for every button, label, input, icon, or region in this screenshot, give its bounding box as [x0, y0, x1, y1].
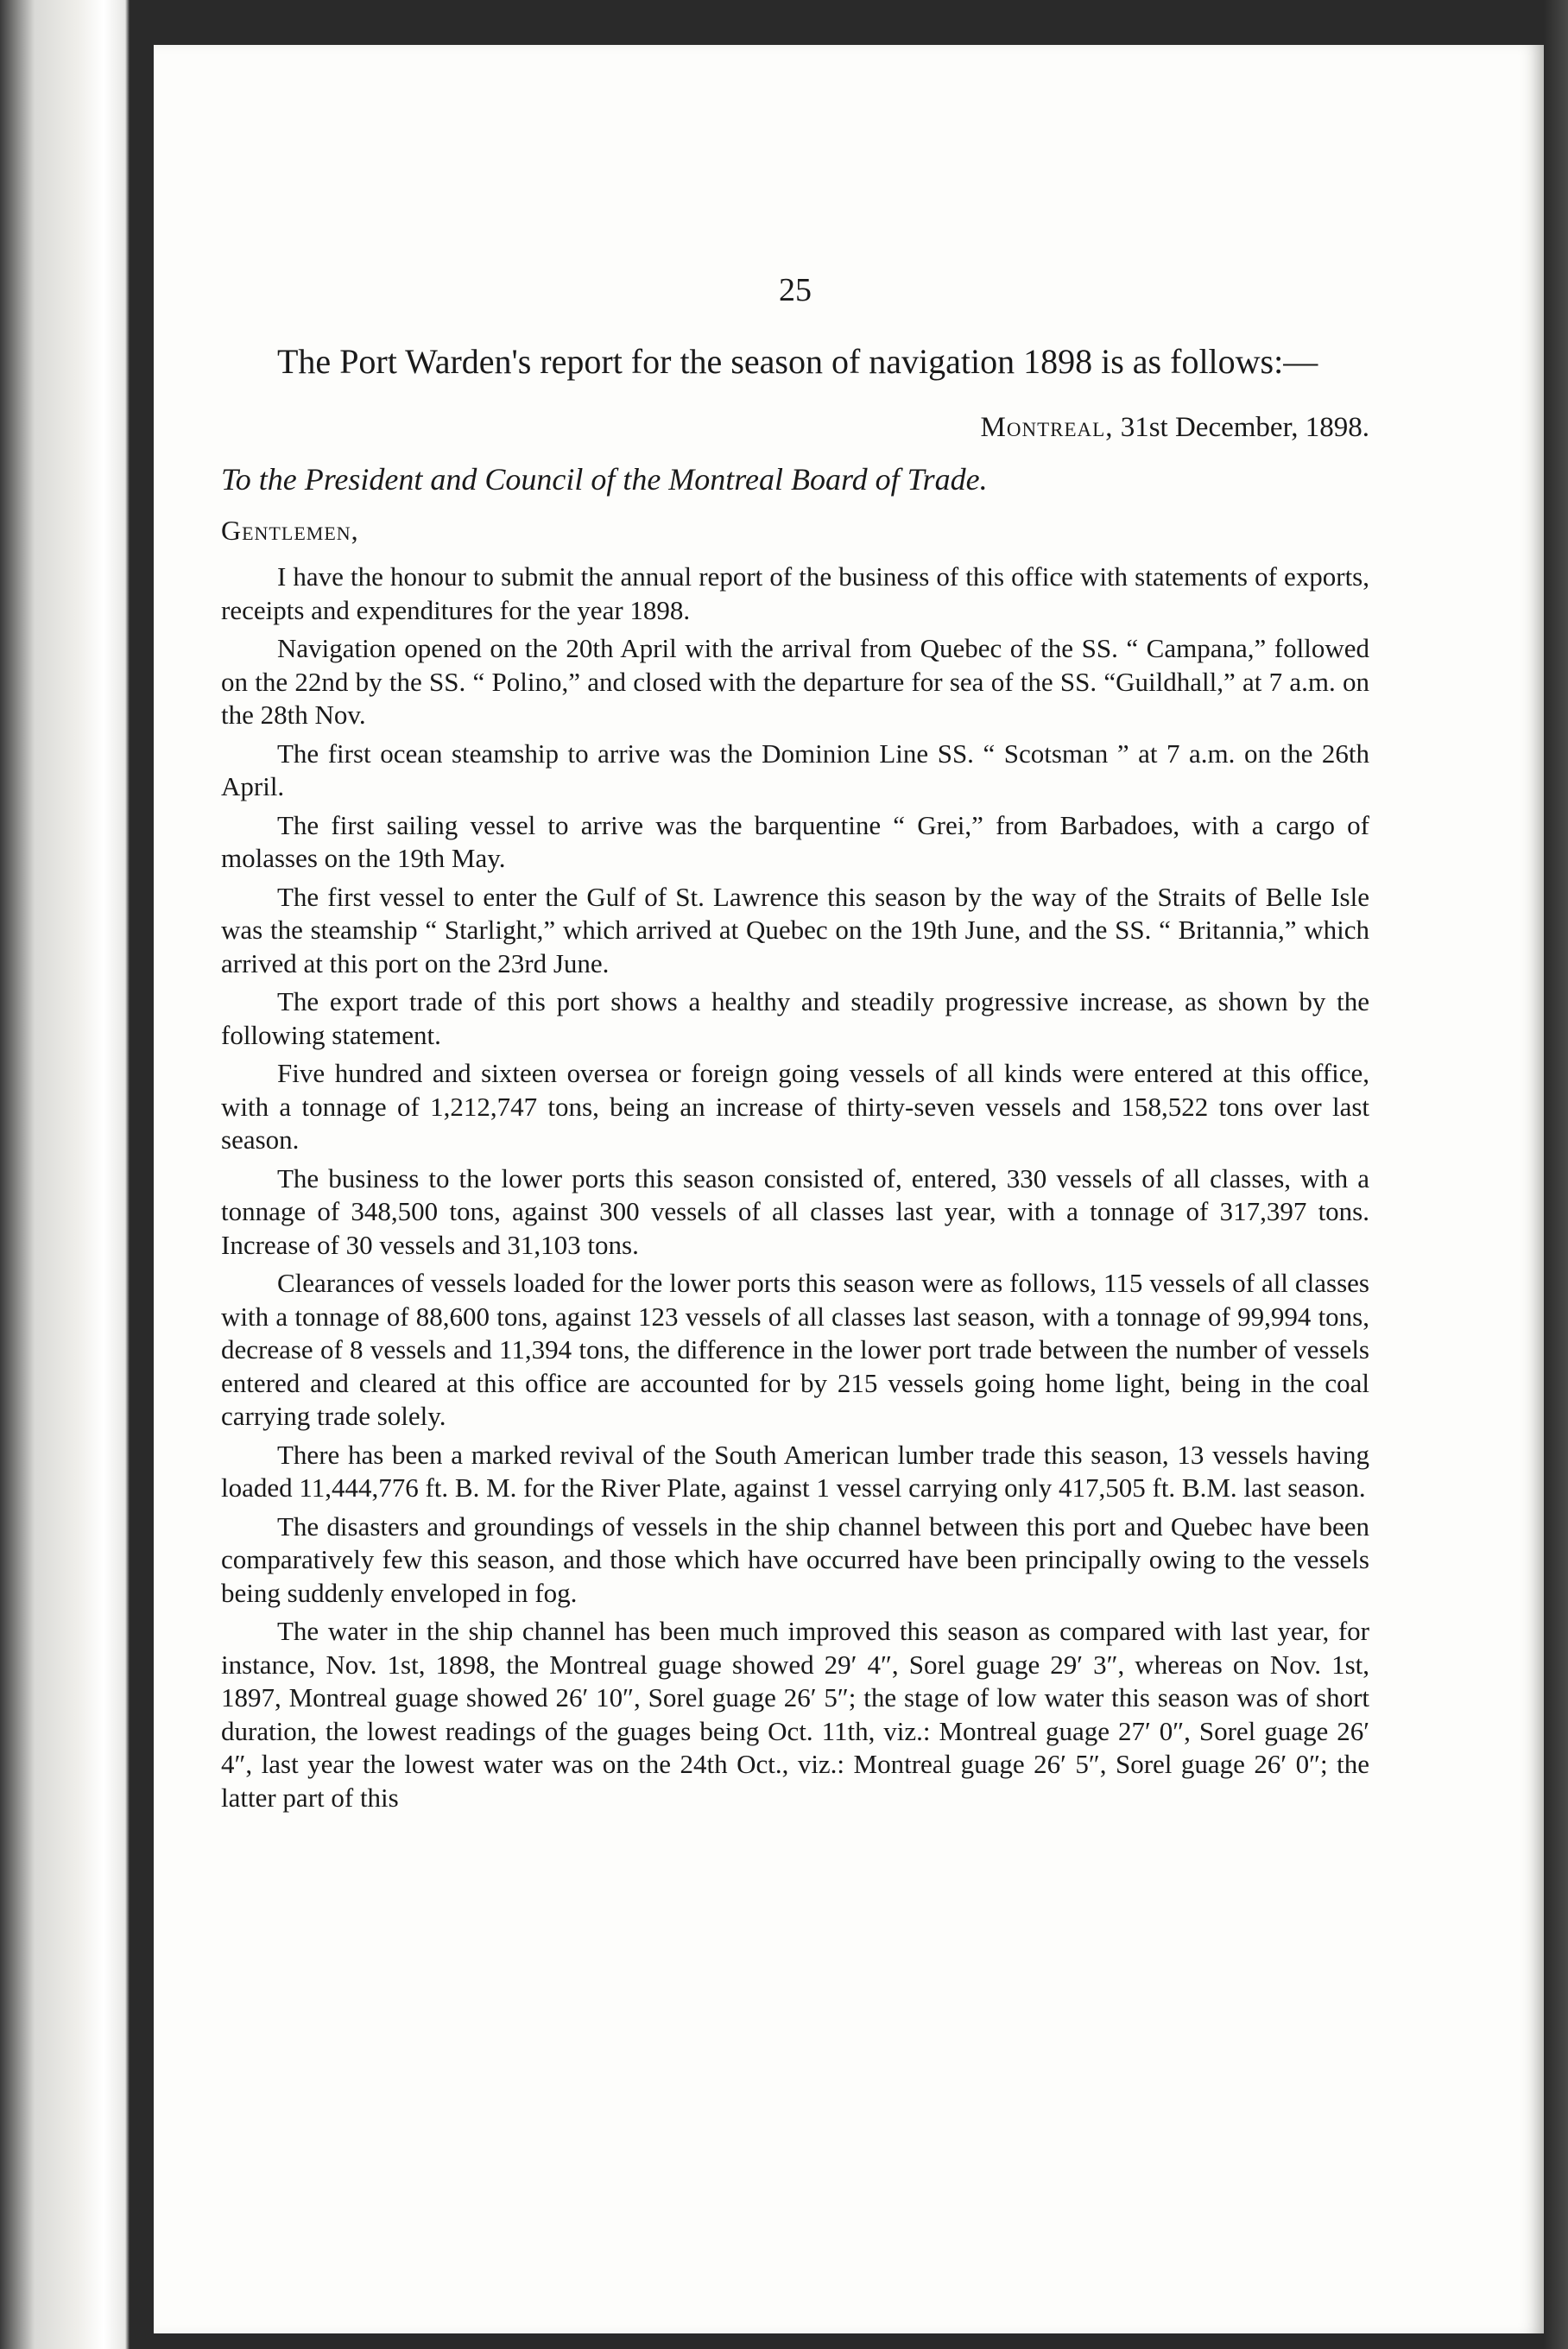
dateline	[221, 411, 1369, 445]
paragraph: The first ocean steamship to arrive was the Dominion Line SS. “ Scotsman ” at 7 a.m. on the 26th April.	[221, 738, 1369, 801]
address-line: To the President and Council of the Montreal Board of Trade.	[221, 462, 988, 497]
paragraph: The first sailing vessel to arrive was the barquentine “ Grei,” from Barbadoes, with a cargo of molasses on the 19th May.	[221, 809, 1369, 873]
paragraph: I have the honour to submit the annual report of the business of this office with statements of exports, receipts and expenditures for the year 1898.	[221, 561, 1369, 625]
paragraph: There has been a marked revival of the South American lumber trade this season, 13 vessels having loaded 11,444,776 ft. B. M. for the River Plate, against 1 vessel carrying only 417,505 ft. B.M. last season.	[221, 1439, 1369, 1503]
paragraph: Five hundred and sixteen oversea or foreign going vessels of all kinds were entered at this office, with a tonnage of 1,212,747 tons, being an increase of thirty-seven vessels and 158,522 tons over last season.	[221, 1058, 1369, 1155]
paragraph: Clearances of vessels loaded for the lower ports this season were as follows, 115 vessels of all classes with a tonnage of 88,600 tons, against 123 vessels of all classes last season, with a tonnage of 99,994 tons, decrease of 8 vessels and 11,394 tons, the difference in the lower port trade between the number of vessels entered and cleared at this office are accounted for by 215 vessels going home light, being in the coal carrying trade solely.	[221, 1268, 1369, 1431]
document-page	[154, 45, 1544, 2333]
dateline-date: 31st December, 1898.	[1120, 411, 1369, 443]
dateline-place: Montreal,	[980, 411, 1114, 443]
paragraph: The export trade of this port shows a healthy and steadily progressive increase, as shown by the following statement.	[221, 986, 1369, 1050]
paragraph: The business to the lower ports this season consisted of, entered, 330 vessels of all classes, with a tonnage of 348,500 tons, against 300 vessels of all classes last year, with a tonnage of 317,397 tons. Increase of 30 vessels and 31,103 tons.	[221, 1162, 1369, 1260]
book-edge	[1544, 0, 1568, 2349]
paragraph: The disasters and groundings of vessels in the ship channel between this port and Quebec have been comparatively few this season, and those which have occurred have been principally owing to the vessels being suddenly enveloped in fog.	[221, 1510, 1369, 1608]
facing-page-edge	[0, 0, 130, 2349]
paragraph: Navigation opened on the 20th April with the arrival from Quebec of the SS. “ Campana,” followed on the 22nd by the SS. “ Polino,” and closed with the departure for sea of the SS. “Guildhall,” at 7 a.m. on the 28th Nov.	[221, 633, 1369, 730]
page-content	[221, 274, 1369, 1820]
paragraph: The water in the ship channel has been much improved this season as compared with last year, for instance, Nov. 1st, 1898, the Montreal guage showed 29′ 4″, Sorel guage 29′ 3″, whereas on Nov. 1st, 1897, Montreal guage showed 26′ 10″, Sorel guage 26′ 5″; the stage of low water this season was of short duration, the lowest readings of the guages being Oct. 11th, viz.: Montreal guage 27′ 0″, Sorel guage 26′ 4″, last year the lowest water was on the 24th Oct., viz.: Montreal guage 26′ 5″, Sorel guage 26′ 0″; the latter part of this	[221, 1616, 1369, 1813]
salutation: Gentlemen,	[221, 514, 359, 546]
paragraph: The first vessel to enter the Gulf of St. Lawrence this season by the way of the Straits of Belle Isle was the steamship “ Starlight,” which arrived at Quebec on the 19th June, and the SS. “ Britannia,” which arrived at this port on the 23rd June.	[221, 881, 1369, 978]
page-number: 25	[779, 272, 812, 308]
intro-sentence: The Port Warden's report for the season of navigation 1898 is as follows:—	[277, 341, 1318, 381]
